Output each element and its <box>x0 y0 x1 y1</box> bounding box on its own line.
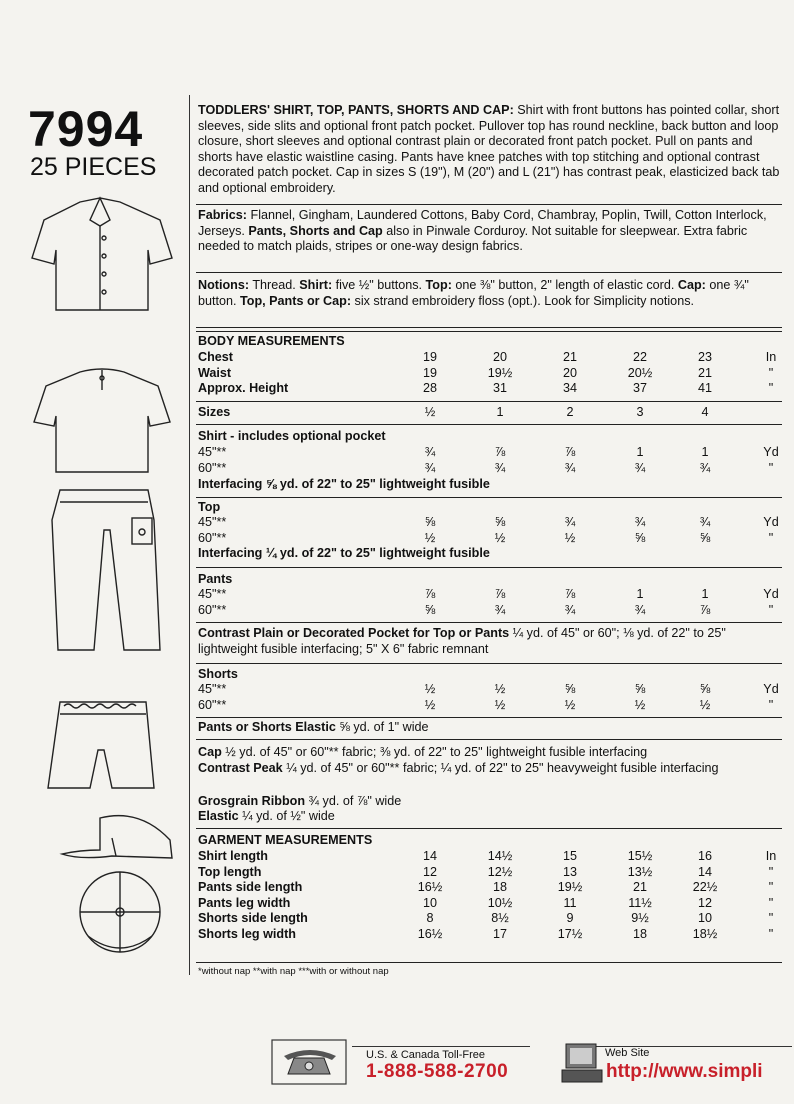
size-value: 1 <box>496 405 504 419</box>
cell-value: 31 <box>492 381 507 395</box>
cell-value: 37 <box>632 381 647 395</box>
cell-value: 17½ <box>557 926 583 941</box>
divider <box>196 962 782 963</box>
cell-value: 10 <box>422 895 437 910</box>
row-label: Waist <box>198 365 232 380</box>
cell-value: 19 <box>422 365 437 380</box>
cell-value: ¾ <box>699 515 711 529</box>
row-label: Pants leg width <box>198 895 291 910</box>
cell-value: 16½ <box>417 880 443 894</box>
unit-label: " <box>768 697 774 712</box>
top-interfacing: Interfacing ¼ yd. of 22" to 25" lightweight fusible <box>198 546 490 560</box>
pieces-count: 25 PIECES <box>30 153 157 181</box>
cap-text: ½ yd. of 45" or 60"** fabric; ⅜ yd. of 22" to 25" lightweight fusible interfacing <box>221 745 648 759</box>
cell-value: ⅝ <box>424 515 436 529</box>
divider <box>196 739 782 740</box>
cell-value: ¾ <box>564 460 576 475</box>
cell-value: 20½ <box>627 365 653 380</box>
row-label: Approx. Height <box>198 381 289 395</box>
section-title-garment: GARMENT MEASUREMENTS <box>198 833 373 847</box>
cell-value: 18½ <box>692 926 718 941</box>
row-label: Shorts leg width <box>198 926 296 941</box>
unit-label: " <box>768 602 774 617</box>
toll-free-number[interactable]: 1-888-588-2700 <box>366 1061 509 1082</box>
cell-value: ½ <box>494 530 506 545</box>
elastic-line <box>198 720 429 736</box>
notions <box>198 278 780 309</box>
cell-value: ¾ <box>634 515 646 529</box>
top-back-icon <box>34 369 170 472</box>
row-label: 45"** <box>198 445 227 459</box>
notions-text: one ⅜" button, 2" length of elastic cord. <box>451 278 678 292</box>
section-title-shirt: Shirt - includes optional pocket <box>198 429 386 443</box>
cell-value: 14 <box>697 864 712 879</box>
contrast-pocket-label: Contrast Plain or Decorated Pocket for Top or Pants <box>198 626 510 640</box>
unit-label: " <box>768 926 774 941</box>
divider <box>196 204 782 205</box>
size-value: 3 <box>636 405 644 419</box>
divider <box>196 567 782 568</box>
cell-value: ½ <box>424 682 436 696</box>
cell-value: ¾ <box>424 445 436 459</box>
description <box>198 103 780 197</box>
notions-text: five ½" buttons. <box>332 278 426 292</box>
unit-label: " <box>768 530 774 545</box>
row-label: 60"** <box>198 602 227 617</box>
cell-value: ¾ <box>634 602 646 617</box>
notions-text: one ¾" button. <box>198 278 749 308</box>
peak-label: Contrast Peak <box>198 761 283 775</box>
cell-value: 19½ <box>487 365 513 380</box>
contrast-pocket <box>198 626 780 657</box>
notions-text: Thread. <box>249 278 300 292</box>
fabrics <box>198 208 780 255</box>
unit-label: " <box>768 460 774 475</box>
row-label: Top length <box>198 864 262 879</box>
notions-tpc-label: Top, Pants or Cap: <box>240 293 352 308</box>
cell-value: ¾ <box>564 602 576 617</box>
cell-value: ½ <box>634 697 646 712</box>
contrast-pocket-text: ¼ yd. of 45" or 60"; ⅛ yd. of 22" to 25" lightweight fusible interfacing; 5" X 6" fabric remnant <box>198 626 726 656</box>
cap-elastic-text: ¼ yd. of ½" wide <box>238 809 335 823</box>
cell-value: 8 <box>426 911 434 925</box>
cell-value: ⅞ <box>424 587 436 601</box>
unit-label: In <box>765 849 777 863</box>
cell-value: ⅞ <box>494 587 506 601</box>
section-title-pants: Pants <box>198 572 233 586</box>
cell-value: 21 <box>562 350 577 364</box>
cell-value: 8½ <box>491 911 509 925</box>
cell-value: ⅝ <box>634 530 646 545</box>
cell-value: 18 <box>632 926 647 941</box>
cell-value: 11 <box>563 895 577 910</box>
shirt-interfacing: Interfacing ⅝ yd. of 22" to 25" lightweight fusible <box>198 477 490 491</box>
cell-value: 28 <box>422 381 437 395</box>
divider <box>196 717 782 718</box>
toll-free-label: U.S. & Canada Toll-Free <box>366 1049 486 1061</box>
cell-value: 20 <box>492 350 507 364</box>
pattern-number: 7994 <box>28 101 144 157</box>
row-label: 45"** <box>198 515 227 529</box>
unit-label: Yd <box>763 682 779 696</box>
ribbon-text: ¾ yd. of ⅞" wide <box>305 794 402 808</box>
size-value: ½ <box>424 405 436 419</box>
section-title-shorts: Shorts <box>198 667 238 681</box>
description-title: TODDLERS' SHIRT, TOP, PANTS, SHORTS AND CAP: <box>198 103 514 117</box>
cell-value: 18 <box>492 880 507 894</box>
unit-label: " <box>768 895 774 910</box>
cell-value: 17 <box>492 926 507 941</box>
fabrics-text-2: also in Pinwale Corduroy. Not suitable for sleepwear. Extra fabric needed to match plaids, stripes or one-way design fabrics. <box>198 223 748 254</box>
notions-shirt-label: Shirt: <box>299 278 333 292</box>
unit-label: Yd <box>763 445 779 459</box>
cell-value: 19 <box>422 350 437 364</box>
divider <box>196 327 782 328</box>
row-label: Pants side length <box>198 880 303 894</box>
fabrics-text: Flannel, Gingham, Laundered Cottons, Baby Cord, Chambray, Poplin, Twill, Cotton Interlock, Jerseys. <box>198 208 767 238</box>
cell-value: 15 <box>562 849 577 863</box>
footnote: *without nap **with nap ***with or without nap <box>198 966 389 977</box>
divider-vertical <box>189 95 190 975</box>
cap-side-icon <box>62 816 172 858</box>
cell-value: 12 <box>697 895 712 910</box>
cell-value: ½ <box>494 697 506 712</box>
unit-label: " <box>768 880 774 894</box>
divider <box>196 622 782 623</box>
cell-value: ⅝ <box>699 530 711 545</box>
cell-value: ¾ <box>634 460 646 475</box>
cell-value: 12½ <box>487 864 513 879</box>
cell-value: 1 <box>701 587 709 601</box>
notions-text: six strand embroidery floss (opt.). Look for Simplicity notions. <box>351 293 694 308</box>
cell-value: 34 <box>562 381 577 395</box>
cell-value: 41 <box>697 381 712 395</box>
elastic-text: ⅝ yd. of 1" wide <box>335 720 429 734</box>
cell-value: ⅝ <box>634 682 646 696</box>
divider <box>352 1046 530 1047</box>
cell-value: ¾ <box>424 460 436 475</box>
cell-value: ⅝ <box>494 515 506 529</box>
row-label: 60"** <box>198 460 227 475</box>
cell-value: ½ <box>564 530 576 545</box>
row-label: 45"** <box>198 587 227 601</box>
row-label: Shirt length <box>198 849 268 863</box>
ribbon-line <box>198 794 401 810</box>
cell-value: 9 <box>566 911 574 925</box>
cell-value: ⅞ <box>564 587 576 601</box>
cell-value: 12 <box>422 864 437 879</box>
cell-value: 23 <box>697 350 712 364</box>
cell-value: 1 <box>636 445 644 459</box>
website-url[interactable]: http://www.simpli <box>606 1061 763 1082</box>
cell-value: ⅝ <box>699 682 711 696</box>
cell-value: 14½ <box>487 849 513 863</box>
peak-text: ¼ yd. of 45" or 60"** fabric; ¼ yd. of 22" to 25" heavyweight fusible interfacing <box>282 761 719 775</box>
cell-value: 21 <box>697 365 712 380</box>
divider <box>196 663 782 664</box>
cell-value: ⅞ <box>494 445 506 459</box>
unit-label: Yd <box>763 587 779 601</box>
shorts-icon <box>48 702 154 788</box>
unit-label: " <box>768 911 774 925</box>
cell-value: 20 <box>562 365 577 380</box>
row-label: 45"** <box>198 682 227 696</box>
cell-value: ¾ <box>494 602 506 617</box>
cell-value: 15½ <box>627 849 653 863</box>
cell-value: ½ <box>564 697 576 712</box>
size-value: 2 <box>566 405 574 419</box>
cap-line <box>198 745 647 761</box>
cap-top-icon <box>80 872 160 952</box>
size-value: 4 <box>701 405 709 419</box>
cell-value: 22½ <box>692 880 718 894</box>
description-text: Shirt with front buttons has pointed collar, short sleeves, side slits and optional front patch pocket. Pullover top has round neckline, back button and loop closure, short sleeves and optional contrast plain or decorated front patch pocket. Pull on pants and shorts have elastic waistline casing. Pants have knee patches with top stitching and optional contrast decorated patch pocket. Cap in sizes S (19"), M (20") and L (21") has contrast peak, elasticized back tab and optional embroidery. <box>198 103 780 195</box>
row-label: Chest <box>198 350 233 364</box>
cell-value: ¾ <box>494 460 506 475</box>
divider <box>196 272 782 273</box>
row-label: Shorts side length <box>198 911 308 925</box>
cell-value: 10½ <box>487 895 513 910</box>
divider <box>196 497 782 498</box>
cap-label: Cap <box>198 745 222 759</box>
cell-value: ¾ <box>564 515 576 529</box>
ribbon-label: Grosgrain Ribbon <box>198 794 306 808</box>
computer-icon <box>560 1040 604 1086</box>
cell-value: 16½ <box>417 926 443 941</box>
elastic-label: Pants or Shorts Elastic <box>198 720 336 734</box>
sizes-label: Sizes <box>198 405 231 419</box>
cell-value: ½ <box>699 697 711 712</box>
cell-value: 9½ <box>631 911 649 925</box>
pants-icon <box>52 490 160 650</box>
cell-value: 19½ <box>557 880 583 894</box>
cell-value: 14 <box>422 849 437 863</box>
cell-value: 13 <box>562 864 577 879</box>
cell-value: ⅞ <box>699 602 711 617</box>
cell-value: ½ <box>494 682 506 696</box>
notions-cap-label: Cap: <box>677 278 706 292</box>
section-title-top: Top <box>198 500 221 514</box>
divider <box>196 331 782 332</box>
cell-value: 13½ <box>627 864 653 879</box>
garment-illustrations <box>20 190 190 970</box>
unit-label: Yd <box>763 515 779 529</box>
website-label: Web Site <box>605 1047 650 1059</box>
row-label: 60"** <box>198 697 227 712</box>
divider <box>196 424 782 425</box>
cell-value: ⅝ <box>564 682 576 696</box>
cell-value: ½ <box>424 697 436 712</box>
cell-value: 10 <box>697 911 712 925</box>
unit-label: " <box>768 381 774 395</box>
unit-label: " <box>768 864 774 879</box>
cell-value: 11½ <box>628 895 652 910</box>
cell-value: 1 <box>701 445 709 459</box>
cell-value: ½ <box>424 530 436 545</box>
contrast-peak-line <box>198 761 719 777</box>
cell-value: 16 <box>697 849 712 863</box>
divider <box>196 828 782 829</box>
fabrics-bold: Pants, Shorts and Cap <box>248 223 383 238</box>
cell-value: ⅞ <box>564 445 576 459</box>
shirt-front-icon <box>32 198 172 310</box>
unit-label: In <box>765 350 777 364</box>
cap-elastic-line <box>198 809 335 825</box>
section-title-body: BODY MEASUREMENTS <box>198 334 345 348</box>
cell-value: ¾ <box>699 460 711 475</box>
divider <box>196 401 782 402</box>
cap-elastic-label: Elastic <box>198 809 239 823</box>
fabrics-label: Fabrics: <box>198 208 247 222</box>
cell-value: 1 <box>636 587 644 601</box>
notions-top-label: Top: <box>425 278 452 292</box>
unit-label: " <box>768 365 774 380</box>
telephone-icon <box>270 1038 350 1086</box>
row-label: 60"** <box>198 530 227 545</box>
notions-label: Notions: <box>198 278 250 292</box>
cell-value: 22 <box>632 350 647 364</box>
cell-value: 21 <box>632 880 647 894</box>
cell-value: ⅝ <box>424 602 436 617</box>
